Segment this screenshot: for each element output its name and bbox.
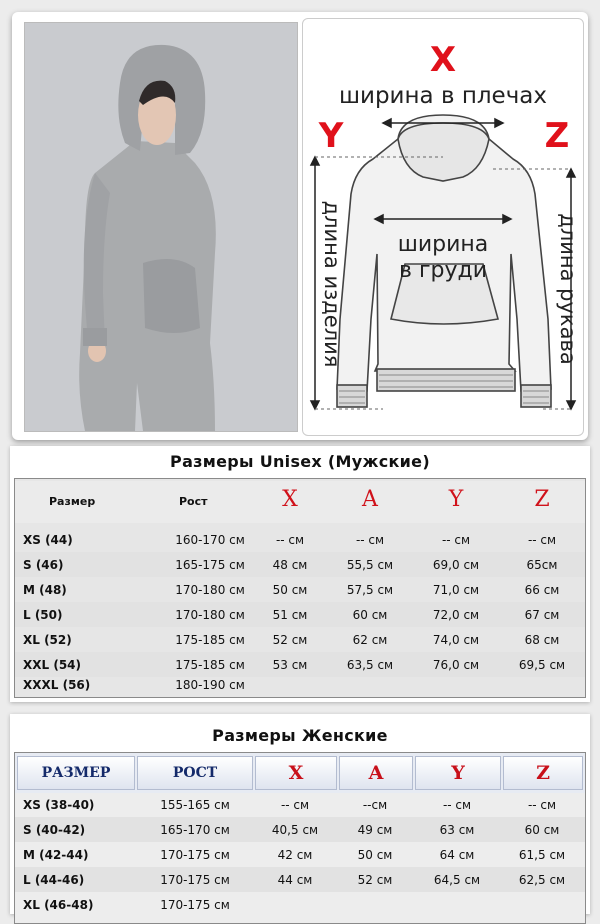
table-row [15,842,585,867]
y-cell: 64 см [439,847,475,862]
sleeve-length-label: длина рукава [556,213,580,365]
y-letter: Y [318,116,344,156]
table-row [15,652,585,677]
size-cell: XL (52) [23,632,72,647]
x-cell: 51 см [272,607,308,622]
x-cell: 42 см [277,847,313,862]
a-cell: 50 см [357,847,393,862]
size-cell: S (46) [23,557,64,572]
height-cell: 170-180 см [175,582,245,597]
header-size: Размер [49,495,96,508]
size-cell: XL (46-48) [23,897,94,912]
height-cell: 170-180 см [175,607,245,622]
chest-width-label-line2: в груди [398,258,488,283]
size-cell: XS (44) [23,532,73,547]
header-a-cell [339,756,413,790]
measurement-diagram [302,18,584,436]
y-cell: -- см [441,532,471,547]
size-cell: XS (38-40) [23,797,95,812]
model-photo [24,22,298,432]
y-cell: 71,0 см [432,582,480,597]
height-cell: 170-175 см [160,872,230,887]
height-cell: 175-185 см [175,632,245,647]
a-cell: 60 см [352,607,388,622]
header-height: Рост [179,495,208,508]
z-cell: 68 см [524,632,560,647]
table-row [15,892,585,917]
z-cell: 65см [526,557,558,572]
header-height-cell [137,756,253,790]
header-z: Z [534,487,550,512]
z-cell: 62,5 см [518,872,566,887]
x-cell: 40,5 см [271,822,319,837]
size-cell: L (44-46) [23,872,85,887]
a-cell: 49 см [357,822,393,837]
z-cell: 69,5 см [518,657,566,672]
height-cell: 170-175 см [160,897,230,912]
table-header-row [15,753,585,793]
x-cell: 48 см [272,557,308,572]
height-cell: 165-170 см [160,822,230,837]
a-cell: -- см [355,532,385,547]
a-cell: 52 см [357,872,393,887]
height-cell: 165-175 см [175,557,245,572]
women-title: Размеры Женские [212,726,388,745]
header-size: РАЗМЕР [41,765,111,781]
x-cell: 50 см [272,582,308,597]
z-cell: 60 см [524,822,560,837]
table-row [15,867,585,892]
unisex-title: Размеры Unisex (Мужские) [170,452,430,471]
y-cell: 74,0 см [432,632,480,647]
x-cell: 53 см [272,657,308,672]
table-row [15,627,585,652]
size-cell: L (50) [23,607,63,622]
header-y: Y [451,762,465,784]
women-size-table [14,752,586,924]
table-row [15,602,585,627]
unisex-size-table [14,478,586,698]
y-cell: 63 см [439,822,475,837]
header-y: Y [448,487,464,512]
table-row [15,552,585,577]
height-cell: 175-185 см [175,657,245,672]
height-cell: 160-170 см [175,532,245,547]
header-x: X [282,487,298,512]
y-cell: 69,0 см [432,557,480,572]
height-cell: 170-175 см [160,847,230,862]
chest-width-label-line1: ширина [397,232,489,257]
z-cell: 66 см [524,582,560,597]
size-cell: XXL (54) [23,657,81,672]
header-a: A [368,762,384,784]
a-cell: 62 см [352,632,388,647]
size-cell: M (48) [23,582,67,597]
z-cell: 67 см [524,607,560,622]
size-cell: XXXL (56) [23,678,91,692]
height-cell: 180-190 см [175,678,245,692]
header-z: Z [536,762,550,784]
women-size-panel [10,714,590,914]
x-cell: 52 см [272,632,308,647]
a-cell: 55,5 см [346,557,394,572]
header-x: X [288,762,304,784]
x-letter: X [429,40,457,80]
table-row [15,675,585,695]
z-letter: Z [544,116,570,156]
unisex-size-panel [10,446,590,702]
table-row [15,527,585,552]
table-row [15,817,585,842]
shoulder-width-label: ширина в плечах [338,83,548,109]
a-cell: 63,5 см [346,657,394,672]
header-a: A [362,487,378,512]
y-cell: 76,0 см [432,657,480,672]
table-row [15,577,585,602]
z-cell: -- см [527,797,557,812]
a-cell: --см [362,797,388,812]
x-cell: -- см [280,797,310,812]
size-guide-image-card [12,12,588,440]
header-x-cell [255,756,337,790]
z-cell: -- см [527,532,557,547]
y-cell: 64,5 см [433,872,481,887]
header-z-cell [503,756,583,790]
z-cell: 61,5 см [518,847,566,862]
table-header-row [15,481,585,523]
size-cell: M (42-44) [23,847,89,862]
x-cell: 44 см [277,872,313,887]
header-size-cell [17,756,135,790]
header-height: РОСТ [172,765,218,781]
product-length-label: длина изделия [320,200,344,368]
size-cell: S (40-42) [23,822,86,837]
table-row [15,792,585,817]
header-y-cell [415,756,501,790]
height-cell: 155-165 см [160,797,230,812]
y-cell: -- см [442,797,472,812]
x-cell: -- см [275,532,305,547]
y-cell: 72,0 см [432,607,480,622]
a-cell: 57,5 см [346,582,394,597]
